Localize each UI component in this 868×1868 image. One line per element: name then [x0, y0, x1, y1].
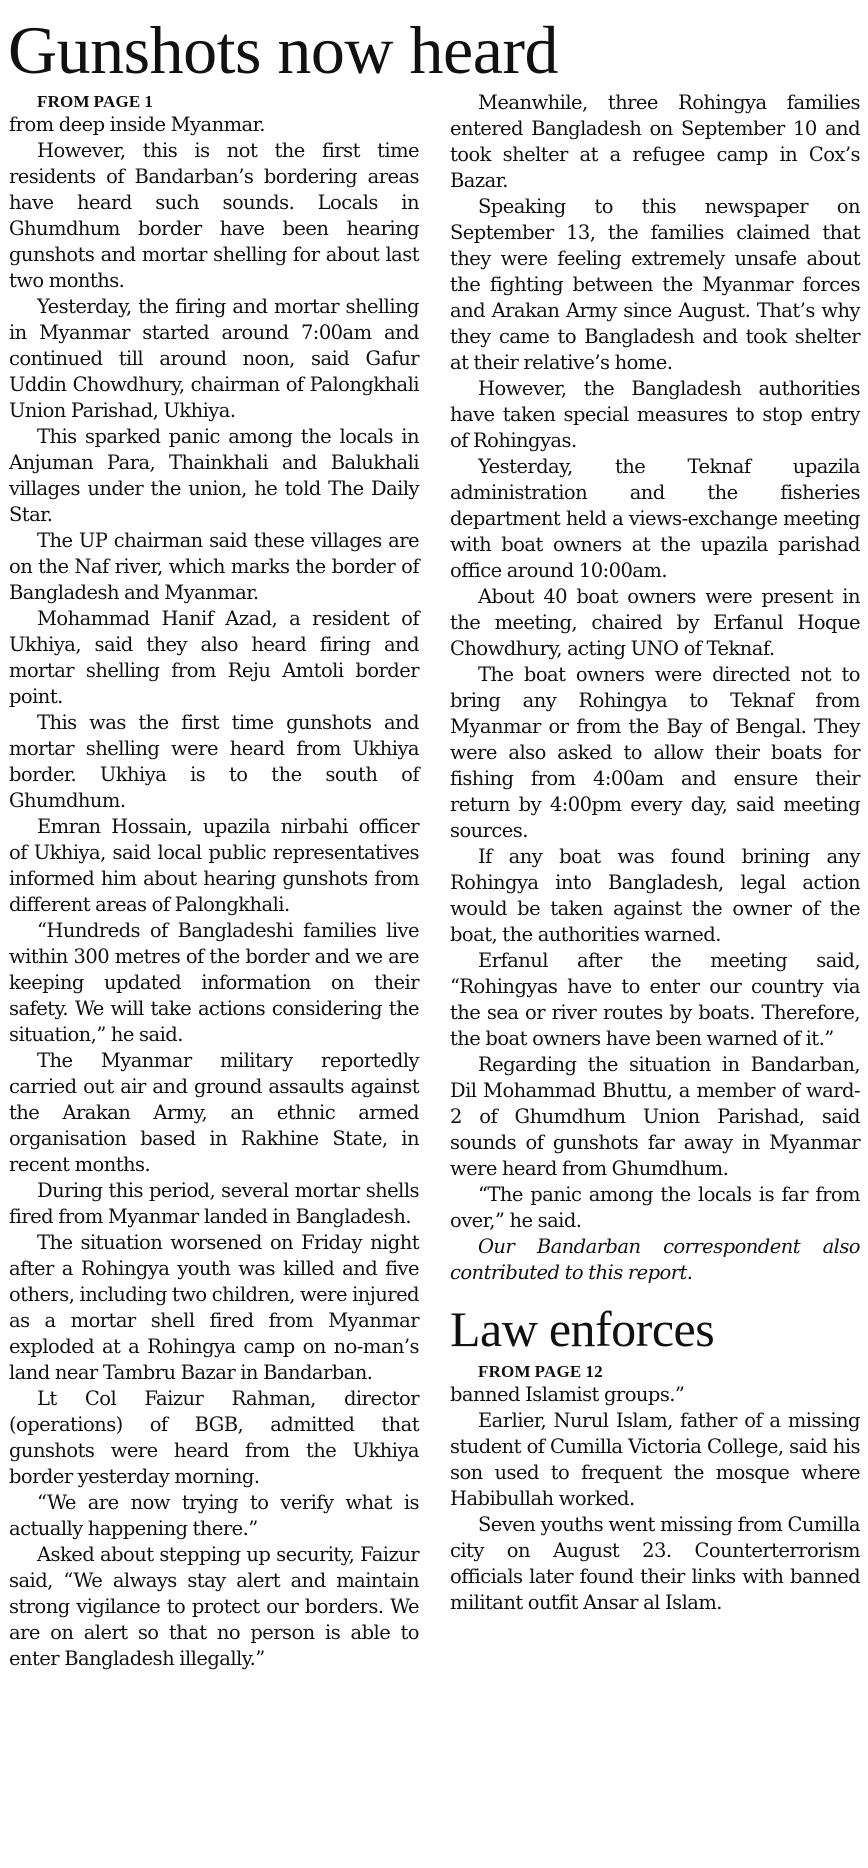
paragraph: “The panic among the locals is far from over,” he said.: [450, 1183, 860, 1232]
paragraph: “We are now trying to verify what is actually happening there.”: [9, 1491, 419, 1540]
correspondent-credit: Our Bandarban correspondent also contributed to this report.: [450, 1235, 860, 1284]
paragraph: Emran Hossain, upazila nirbahi officer of Ukhiya, said local public representatives informed him about hearing gunshots from different areas of Palongkhali.: [9, 815, 419, 916]
paragraph: The UP chairman said these villages are on the Naf river, which marks the border of Bangladesh and Myanmar.: [9, 529, 419, 604]
paragraph: If any boat was found brining any Rohingya into Bangladesh, legal action would be taken against the owner of the boat, the authorities warned.: [450, 845, 860, 946]
paragraph: Meanwhile, three Rohingya families entered Bangladesh on September 10 and took shelter at a refugee camp in Cox’s Bazar.: [450, 91, 860, 192]
paragraph: Speaking to this newspaper on September 13, the families claimed that they were feeling extremely unsafe about the fighting between the Myanmar forces and Arakan Army since August. That’s why they came to Bangladesh and took shelter at their relative’s home.: [450, 195, 860, 374]
paragraph: Yesterday, the firing and mortar shelling in Myanmar started around 7:00am and continued till around noon, said Gafur Uddin Chowdhury, chairman of Palongkhali Union Parishad, Ukhiya.: [9, 295, 419, 422]
paragraph: The Myanmar military reportedly carried out air and ground assaults against the Arakan Army, an ethnic armed organisation based in Rakhine State, in recent months.: [9, 1049, 419, 1176]
paragraph: Yesterday, the Teknaf upazila administration and the fisheries department held a views-exchange meeting with boat owners at the upazila parishad office around 10:00am.: [450, 455, 860, 582]
paragraph: Erfanul after the meeting said, “Rohingyas have to enter our country via the sea or river routes by boats. Therefore, the boat owners have been warned of it.”: [450, 949, 860, 1050]
paragraph: About 40 boat owners were present in the meeting, chaired by Erfanul Hoque Chowdhury, acting UNO of Teknaf.: [450, 585, 860, 660]
paragraph: “Hundreds of Bangladeshi families live within 300 metres of the border and we are keeping updated information on their safety. We will take actions considering the situation,” he said.: [9, 919, 419, 1046]
story2-jump-line: FROM PAGE 12: [478, 1362, 603, 1381]
paragraph: However, this is not the first time residents of Bandarban’s bordering areas have heard such sounds. Locals in Ghumdhum border have been hearing gunshots and mortar shelling for about last two months.: [9, 139, 419, 292]
paragraph: Lt Col Faizur Rahman, director (operations) of BGB, admitted that gunshots were heard from the Ukhiya border yesterday morning.: [9, 1387, 419, 1488]
paragraph: This sparked panic among the locals in Anjuman Para, Thainkhali and Balukhali villages under the union, he told The Daily Star.: [9, 425, 419, 526]
story-column-right: [450, 90, 860, 1616]
story2-headline: Law enforces: [450, 1301, 715, 1357]
paragraph: Mohammad Hanif Azad, a resident of Ukhiya, said they also heard firing and mortar shelling from Reju Amtoli border point.: [9, 607, 419, 708]
story-column-left: [9, 92, 419, 1672]
headline: Gunshots now heard: [8, 12, 559, 88]
jump-line: FROM PAGE 1: [37, 92, 154, 111]
paragraph: Earlier, Nurul Islam, father of a missing student of Cumilla Victoria College, said his son used to frequent the mosque where Habibullah worked.: [450, 1409, 860, 1510]
paragraph: During this period, several mortar shells fired from Myanmar landed in Bangladesh.: [9, 1179, 419, 1228]
paragraph: Seven youths went missing from Cumilla city on August 23. Counterterrorism officials later found their links with banned militant outfit Ansar al Islam.: [450, 1513, 860, 1614]
paragraph: The boat owners were directed not to bring any Rohingya to Teknaf from Myanmar or from the Bay of Bengal. They were also asked to allow their boats for fishing from 4:00am and ensure their return by 4:00pm every day, said meeting sources.: [450, 663, 860, 842]
paragraph: Asked about stepping up security, Faizur said, “We always stay alert and maintain strong vigilance to protect our borders. We are on alert so that no person is able to enter Bangladesh illegally.”: [9, 1543, 419, 1670]
paragraph: banned Islamist groups.”: [450, 1383, 685, 1406]
paragraph: from deep inside Myanmar.: [9, 113, 265, 136]
paragraph: Regarding the situation in Bandarban, Dil Mohammad Bhuttu, a member of ward-2 of Ghumdhum Union Parishad, said sounds of gunshots far away in Myanmar were heard from Ghumdhum.: [450, 1053, 860, 1180]
paragraph: This was the first time gunshots and mortar shelling were heard from Ukhiya border. Ukhiya is to the south of Ghumdhum.: [9, 711, 419, 812]
paragraph: The situation worsened on Friday night after a Rohingya youth was killed and five others, including two children, were injured as a mortar shell fired from Myanmar exploded at a Rohingya camp on no-man’s land near Tambru Bazar in Bandarban.: [9, 1231, 419, 1384]
paragraph: However, the Bangladesh authorities have taken special measures to stop entry of Rohingyas.: [450, 377, 860, 452]
